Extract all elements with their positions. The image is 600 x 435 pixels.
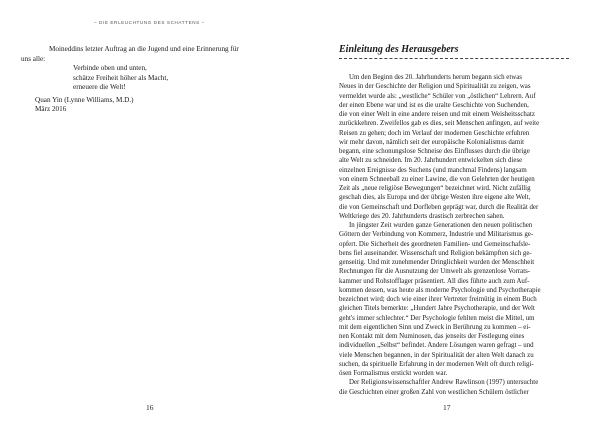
poem-line: erneuere die Welt! [73, 83, 126, 91]
text-line: Der Religionswissenschaftler Andrew Rawlinson (1997) untersuchte [349, 379, 539, 387]
running-head: – DIE ERLEUCHTUNG DES SCHATTENS – [94, 20, 205, 25]
paragraph [339, 221, 569, 378]
text-line: zurückkehren. Zweifellos gab es dies, seit Menschen anfingen, auf weite [339, 120, 540, 128]
text-line: die von Gemeinschaft und Dorfleben geprägt war, durch die Realität der [339, 203, 539, 211]
text-line: kammer und Rohstofflager präsentiert. All dies führte auch zum Auf- [339, 277, 530, 285]
text-line: die Geschichten einer großen Zahl von westlichen Schülern östlicher [339, 388, 529, 396]
text-line: Neues in der Geschichte der Religion und Spiritualität zu zeigen, was [339, 83, 531, 91]
text-line: vermeldet wurde als: „westliche“ Schüler von „östlichen“ Lehrern. Auf [339, 92, 536, 100]
text-line: In jüngster Zeit wurden ganze Generationen den neuen politischen [349, 222, 533, 229]
text-line: nen Kontakt mit dem Numinosen, das jenseits der Festlegung eines [339, 333, 525, 340]
poem-line: schätze Freiheit höher als Macht, [73, 73, 169, 82]
text-line: einzelnen Ereignisse des Suchens (und manchmal Findens) langsam [339, 166, 527, 174]
text-line: alte Welt zu schneiden. Im 20. Jahrhundert entwickelten sich diese [339, 157, 523, 165]
text-line: individuellen „Selbst“ befindet. Andere Lösungen waren gefragt – und [339, 342, 534, 350]
page-number: 17 [443, 403, 451, 412]
text-line: geschah dies, als Europa und der übrige Westen ihre eigene alte Welt, [339, 194, 531, 202]
poem-line: Verbinde oben und unten, [73, 64, 147, 72]
text-line: suchen, da spirituelle Erfahrung in der modernen Welt oft durch religi- [339, 360, 534, 368]
text-line: Weltkriege des 20. Jahrhunderts drastisch zerbrechen sahen. [339, 212, 505, 220]
text-line: der einen Ebene war und ist es die uralte Geschichte von Suchenden, [339, 101, 529, 109]
text-line: Rechnungen für die Ausnutzung der Umwelt als grenzenlose Vorrats- [339, 268, 531, 276]
text-line: Moineddins letzter Auftrag an die Jugend und eine Erinnerung für [49, 45, 239, 53]
text-line: Zeit als „neue religiöse Bewegungen“ bezeichnet wird. Nicht zufällig [339, 185, 531, 192]
signoff-date: März 2016 [35, 105, 67, 113]
text-line: viele Menschen begannen, in der Spiritualität der alten Welt danach zu [339, 351, 534, 359]
body-text [339, 73, 569, 397]
text-line: genseitig. Und mit zunehmender Dringlichkeit wurden der Menschheit [339, 259, 535, 266]
text-line: geht's immer schlechter.“ Der Psychologie fehlten meist die Mittel, um [339, 314, 535, 322]
text-line: wir mehr davon, nämlich seit der europäische Kolonialismus damit [339, 138, 525, 146]
text-line: opfert. Die Sicherheit des geordneten Familien- und Gemeinschafsle- [339, 240, 531, 248]
text-line: ösen Formalismus erstickt worden war. [339, 370, 448, 377]
paragraph [339, 378, 569, 397]
author-name: Quan Yin (Lynne Williams, M.D.) [35, 95, 134, 104]
text-line: die von einer Welt in eine andere reisen und mit einem Weisheitsschatz [339, 111, 535, 118]
title-divider [339, 58, 569, 59]
text-line: kommen dessen, was heute als moderne Psychologie und Psychotherapie [339, 286, 541, 294]
text-line: begann, eine schonungslose Schneise des Einflusses durch die übrige [339, 148, 530, 155]
poem [73, 64, 275, 93]
left-text-block [21, 45, 275, 115]
text-line: Göttern der Verbindung von Kommerz, Industrie und Militarismus ge- [339, 231, 534, 239]
text-line: Um den Beginn des 20. Jahrhunderts herum begann sich etwas [349, 74, 522, 81]
text-line: von einem Schneeball zu einer Lawine, die von Gelehrten der heutigen [339, 175, 535, 183]
text-line: bezeichnet wird; doch wie einer ihrer Vertreter freimütig in einem Buch [339, 296, 537, 303]
paragraph [339, 73, 569, 221]
text-line: bens fiel auseinander. Wissenschaft und Religion bekämpften sich ge- [339, 249, 532, 257]
chapter-title: Einleitung des Herausgebers [339, 44, 459, 55]
text-line: gleichen Titels bemerkte: „Hundert Jahre Psychotherapie, und der Welt [339, 305, 535, 313]
page-number: 16 [146, 403, 154, 412]
text-line: uns alle: [21, 54, 46, 63]
right-page [300, 0, 600, 435]
author-signoff [35, 96, 275, 115]
text-line: Reisen zu gehen; doch im Verlauf der modernen Geschichte erfuhren [339, 129, 530, 137]
text-line: mit dem eigentlichen Sinn und Zweck in Berührung zu kommen – ei- [339, 323, 531, 331]
intro-paragraph [21, 45, 275, 64]
